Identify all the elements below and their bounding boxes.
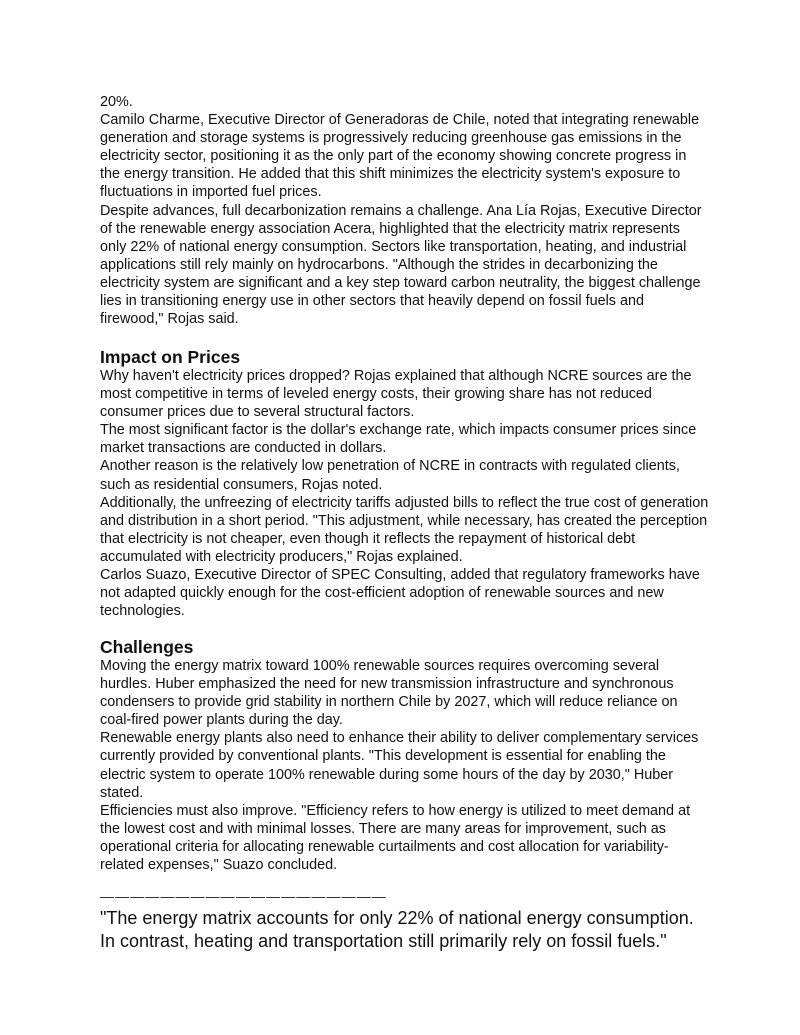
intro-section: [100, 93, 710, 328]
challenges-paragraph-1: Moving the energy matrix toward 100% renewable sources requires overcoming several hurdles. Huber emphasized the need for new transmission infrastructure and synchronous condensers to provide grid stability in northern Chile by 2027, which will reduce reliance on coal-fired power plants during the day.: [100, 658, 678, 729]
pull-quote: [100, 907, 740, 953]
intro-paragraph-1: 20%.: [100, 94, 133, 110]
challenges-paragraph-2: Renewable energy plants also need to enhance their ability to deliver complementary services currently provided by conventional plants. "This development is essential for enabling the electric system to operate 100% renewable during some hours of the day by 2030," Huber stated.: [100, 730, 699, 801]
intro-paragraph-2: Camilo Charme, Executive Director of Generadoras de Chile, noted that integrating renewable generation and storage systems is progressively reducing greenhouse gas emissions in the electricity sector, positioning it as the only part of the economy showing concrete progress in the energy transition. He added that this shift minimizes the electricity system's exposure to fluctuations in imported fuel prices.: [100, 112, 700, 201]
impact-paragraph-4: Additionally, the unfreezing of electricity tariffs adjusted bills to reflect the true cost of generation and distribution in a short period. "This adjustment, while necessary, has created the perception that electricity is not cheaper, even though it reflects the repayment of historical debt accumulated with electricity producers," Rojas explained.: [100, 494, 709, 565]
impact-paragraph-2: The most significant factor is the dollar's exchange rate, which impacts consumer prices since market transactions are conducted in dollars.: [100, 422, 697, 457]
pull-quote-line-1: "The energy matrix accounts for only 22% of national energy consumption.: [100, 908, 694, 928]
impact-paragraph-1: Why haven't electricity prices dropped? Rojas explained that although NCRE sources are the most competitive in terms of leveled energy costs, their growing share has not reduced consumer prices due to several structural factors.: [100, 368, 692, 421]
pull-quote-line-2: In contrast, heating and transportation still primarily rely on fossil fuels.": [100, 931, 667, 951]
impact-heading: Impact on Prices: [100, 347, 241, 367]
challenges-paragraph-3: Efficiencies must also improve. "Efficiency refers to how energy is utilized to meet demand at the lowest cost and with minimal losses. There are many areas for improvement, such as operational criteria for allocating renewable curtailments and cost allocation for variability-related expenses," Suazo concluded.: [100, 802, 691, 874]
impact-paragraph-3: Another reason is the relatively low penetration of NCRE in contracts with regulated clients, such as residential consumers, Rojas noted.: [100, 458, 680, 493]
challenges-heading: Challenges: [100, 637, 194, 657]
intro-paragraph-3: Despite advances, full decarbonization remains a challenge. Ana Lía Rojas, Executive Director of the renewable energy association Acera, highlighted that the electricity matrix represents only 22% of national energy consumption. Sectors like transportation, heating, and industrial applications still rely mainly on hydrocarbons. "Although the strides in decarbonizing the electricity system are significant and a key step toward carbon neutrality, the biggest challenge lies in transitioning energy use in other sectors that heavily depend on fossil fuels and firewood," Rojas said.: [100, 202, 702, 328]
impact-paragraph-5: Carlos Suazo, Executive Director of SPEC Consulting, added that regulatory frameworks have not adapted quickly enough for the cost-efficient adoption of renewable sources and new technologies.: [100, 567, 700, 620]
challenges-section: [100, 657, 710, 874]
impact-section: [100, 367, 710, 620]
section-divider: ———————————————————: [100, 888, 387, 904]
